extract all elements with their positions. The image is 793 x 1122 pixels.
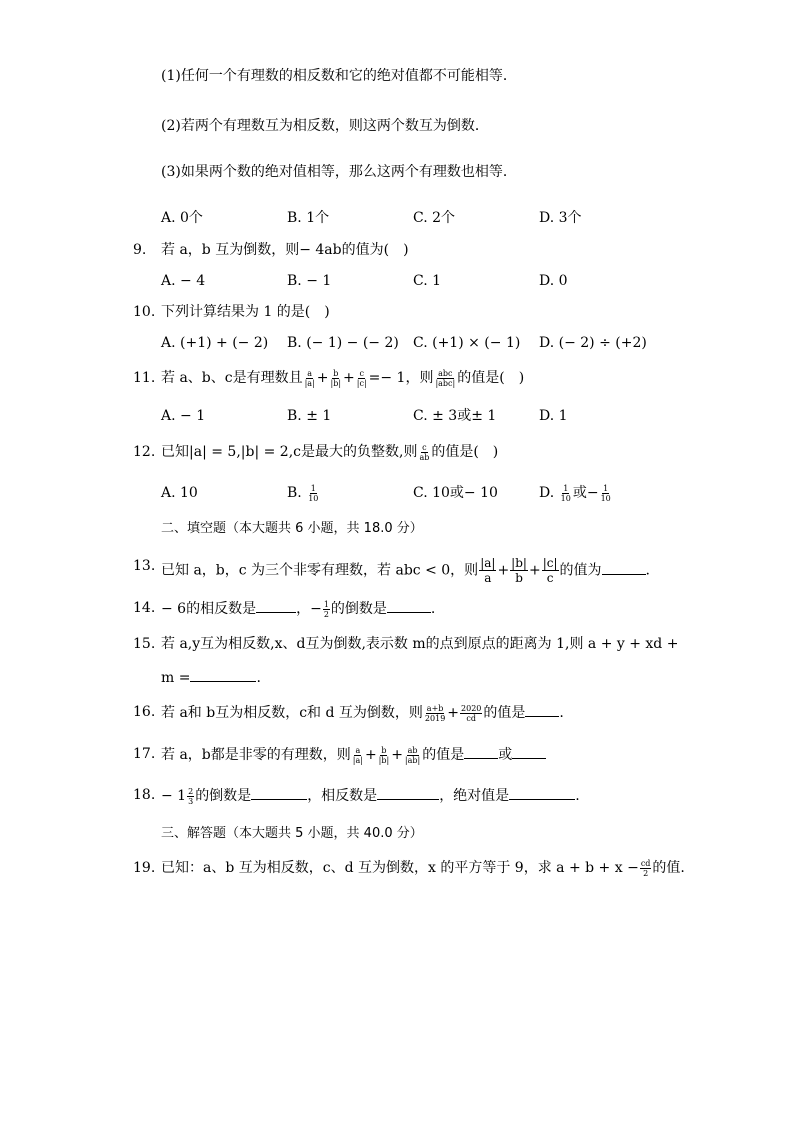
question-text: 若 a，b 互为倒数，则− 4ab的值为( ) xyxy=(161,242,409,258)
option-b: B. − 1 xyxy=(287,273,332,289)
fraction: $\frac{|a|}{a}$ xyxy=(480,556,496,585)
answer-blank[interactable] xyxy=(387,598,431,613)
question-text: 下列计算结果为 1 的是( ) xyxy=(161,304,330,320)
text: 若 a、b、c是有理数且 xyxy=(161,370,303,386)
fraction: $\frac{\text{abc}}{\text{|abc|}}$ xyxy=(435,368,456,388)
statement-1: (1)任何一个有理数的相反数和它的绝对值都不可能相等． xyxy=(161,68,517,84)
question-text: 已知 a，b，c 为三个非零有理数，若 abc < 0，则 $\frac{|a|}{a}$ + $\frac{|b|}{b}$ + $\frac{|c|}{c}$ 的值为 . xyxy=(161,556,650,585)
option-c: C. ± 3或± 1 xyxy=(413,408,497,424)
question-number: 9. xyxy=(133,242,147,258)
statement-3: (3)如果两个数的绝对值相等，那么这两个有理数也相等． xyxy=(161,164,517,180)
answer-blank[interactable] xyxy=(190,667,256,682)
question-number: 14. xyxy=(133,600,156,616)
question-number: 12. xyxy=(133,444,156,460)
fraction: $\frac{1}{10}$ xyxy=(560,483,571,503)
answer-blank[interactable] xyxy=(509,785,575,800)
fraction: $\frac{|b|}{b}$ xyxy=(511,556,527,585)
fraction: $\frac{2}{3}$ xyxy=(188,786,194,806)
option-c: C. 2个 xyxy=(413,210,456,226)
section-answer-title: 三、解答题（本大题共 5 小题，共 40.0 分） xyxy=(161,826,423,841)
question-text: m = . xyxy=(161,667,261,688)
answer-blank[interactable] xyxy=(602,560,646,575)
option-b: B. ± 1 xyxy=(287,408,332,424)
option-d: D. 0 xyxy=(539,273,568,289)
option-a: A. 10 xyxy=(161,485,198,501)
option-a: A. − 1 xyxy=(161,408,206,424)
question-number: 10. xyxy=(133,304,156,320)
question-text: 若 a和 b互为相反数，c和 d 互为倒数，则 $\frac{a+b}{2019}$ + $\frac{2020}{cd}$ 的值是 . xyxy=(161,703,564,723)
question-text: 若 a、b、c是有理数且 $\frac{a}{|a|}$ + $\frac{b}{|b|}$ + $\frac{c}{|c|}$ =− 1，则 $\frac{\text{abc}}{\text{|abc|}}$ 的值是( ) xyxy=(161,368,525,388)
answer-blank[interactable] xyxy=(377,785,439,800)
option-d: D. (− 2) ÷ (+2) xyxy=(539,335,647,351)
text: =− 1，则 xyxy=(368,370,434,386)
answer-blank[interactable] xyxy=(512,744,546,759)
question-number: 13. xyxy=(133,558,156,574)
fraction: $\frac{2020}{cd}$ xyxy=(461,703,482,723)
answer-blank[interactable] xyxy=(251,785,307,800)
option-b: B. $\frac{1}{10}$ xyxy=(287,483,319,503)
fraction: $\frac{a+b}{2019}$ xyxy=(424,703,446,723)
fraction: $\frac{c}{ab}$ xyxy=(419,442,430,462)
answer-blank[interactable] xyxy=(256,598,296,613)
question-text: 若 a,y互为相反数,x、d互为倒数,表示数 m的点到原点的距离为 1,则 a + y + xd + xyxy=(161,636,679,652)
option-c: C. 10或− 10 xyxy=(413,485,498,501)
question-number: 18. xyxy=(133,787,156,803)
option-d: D. 1 xyxy=(539,408,568,424)
answer-blank[interactable] xyxy=(525,702,559,717)
question-text: 已知|a| = 5,|b| = 2,c是最大的负整数,则 $\frac{c}{ab}$ 的值是( ) xyxy=(161,442,499,462)
question-number: 17. xyxy=(133,746,156,762)
statement-2: (2)若两个有理数互为相反数，则这两个数互为倒数． xyxy=(161,118,489,134)
question-text: 已知：a、b 互为相反数，c、d 互为倒数，x 的平方等于 9，求 a + b + x − $\frac{cd}{2}$ 的值. xyxy=(161,858,685,878)
fraction: $\frac{1}{10}$ xyxy=(308,483,319,503)
fraction: $\frac{cd}{2}$ xyxy=(640,858,651,878)
fraction: $\frac{1}{10}$ xyxy=(600,483,611,503)
fraction: $\frac{c}{|c|}$ xyxy=(356,368,367,388)
question-number: 11. xyxy=(133,370,156,386)
option-a: A. − 4 xyxy=(161,273,206,289)
option-d: D. 3个 xyxy=(539,210,582,226)
question-number: 16. xyxy=(133,704,156,720)
option-b: B. 1个 xyxy=(287,210,330,226)
fraction: $\frac{a}{|a|}$ xyxy=(352,745,363,765)
fraction: $\frac{|c|}{c}$ xyxy=(542,556,558,585)
fraction: $\frac{1}{2}$ xyxy=(323,599,329,619)
option-a: A. 0个 xyxy=(161,210,203,226)
question-number: 19. xyxy=(133,860,156,876)
option-c: C. (+1) × (− 1) xyxy=(413,335,521,351)
question-text: − 6的相反数是 ，− $\frac{1}{2}$ 的倒数是 . xyxy=(161,599,436,619)
section-fill-blank-title: 二、填空题（本大题共 6 小题，共 18.0 分） xyxy=(161,521,423,536)
question-text: 若 a，b都是非零的有理数，则 $\frac{a}{|a|}$ + $\frac{b}{|b|}$ + $\frac{ab}{|ab|}$ 的值是 或 xyxy=(161,744,546,765)
fraction: $\frac{a}{|a|}$ xyxy=(304,368,315,388)
question-text: − 1 $\frac{2}{3}$ 的倒数是 ，相反数是 ，绝对值是 . xyxy=(161,786,580,806)
text: 的值是( ) xyxy=(457,370,525,386)
option-b: B. (− 1) − (− 2) xyxy=(287,335,399,351)
answer-blank[interactable] xyxy=(464,744,498,759)
fraction: $\frac{ab}{|ab|}$ xyxy=(404,745,421,765)
question-number: 15. xyxy=(133,636,156,652)
fraction: $\frac{b}{|b|}$ xyxy=(330,368,342,388)
fraction: $\frac{b}{|b|}$ xyxy=(378,745,390,765)
option-d: D. $\frac{1}{10}$ 或− $\frac{1}{10}$ xyxy=(539,483,611,503)
option-a: A. (+1) + (− 2) xyxy=(161,335,269,351)
option-c: C. 1 xyxy=(413,273,442,289)
